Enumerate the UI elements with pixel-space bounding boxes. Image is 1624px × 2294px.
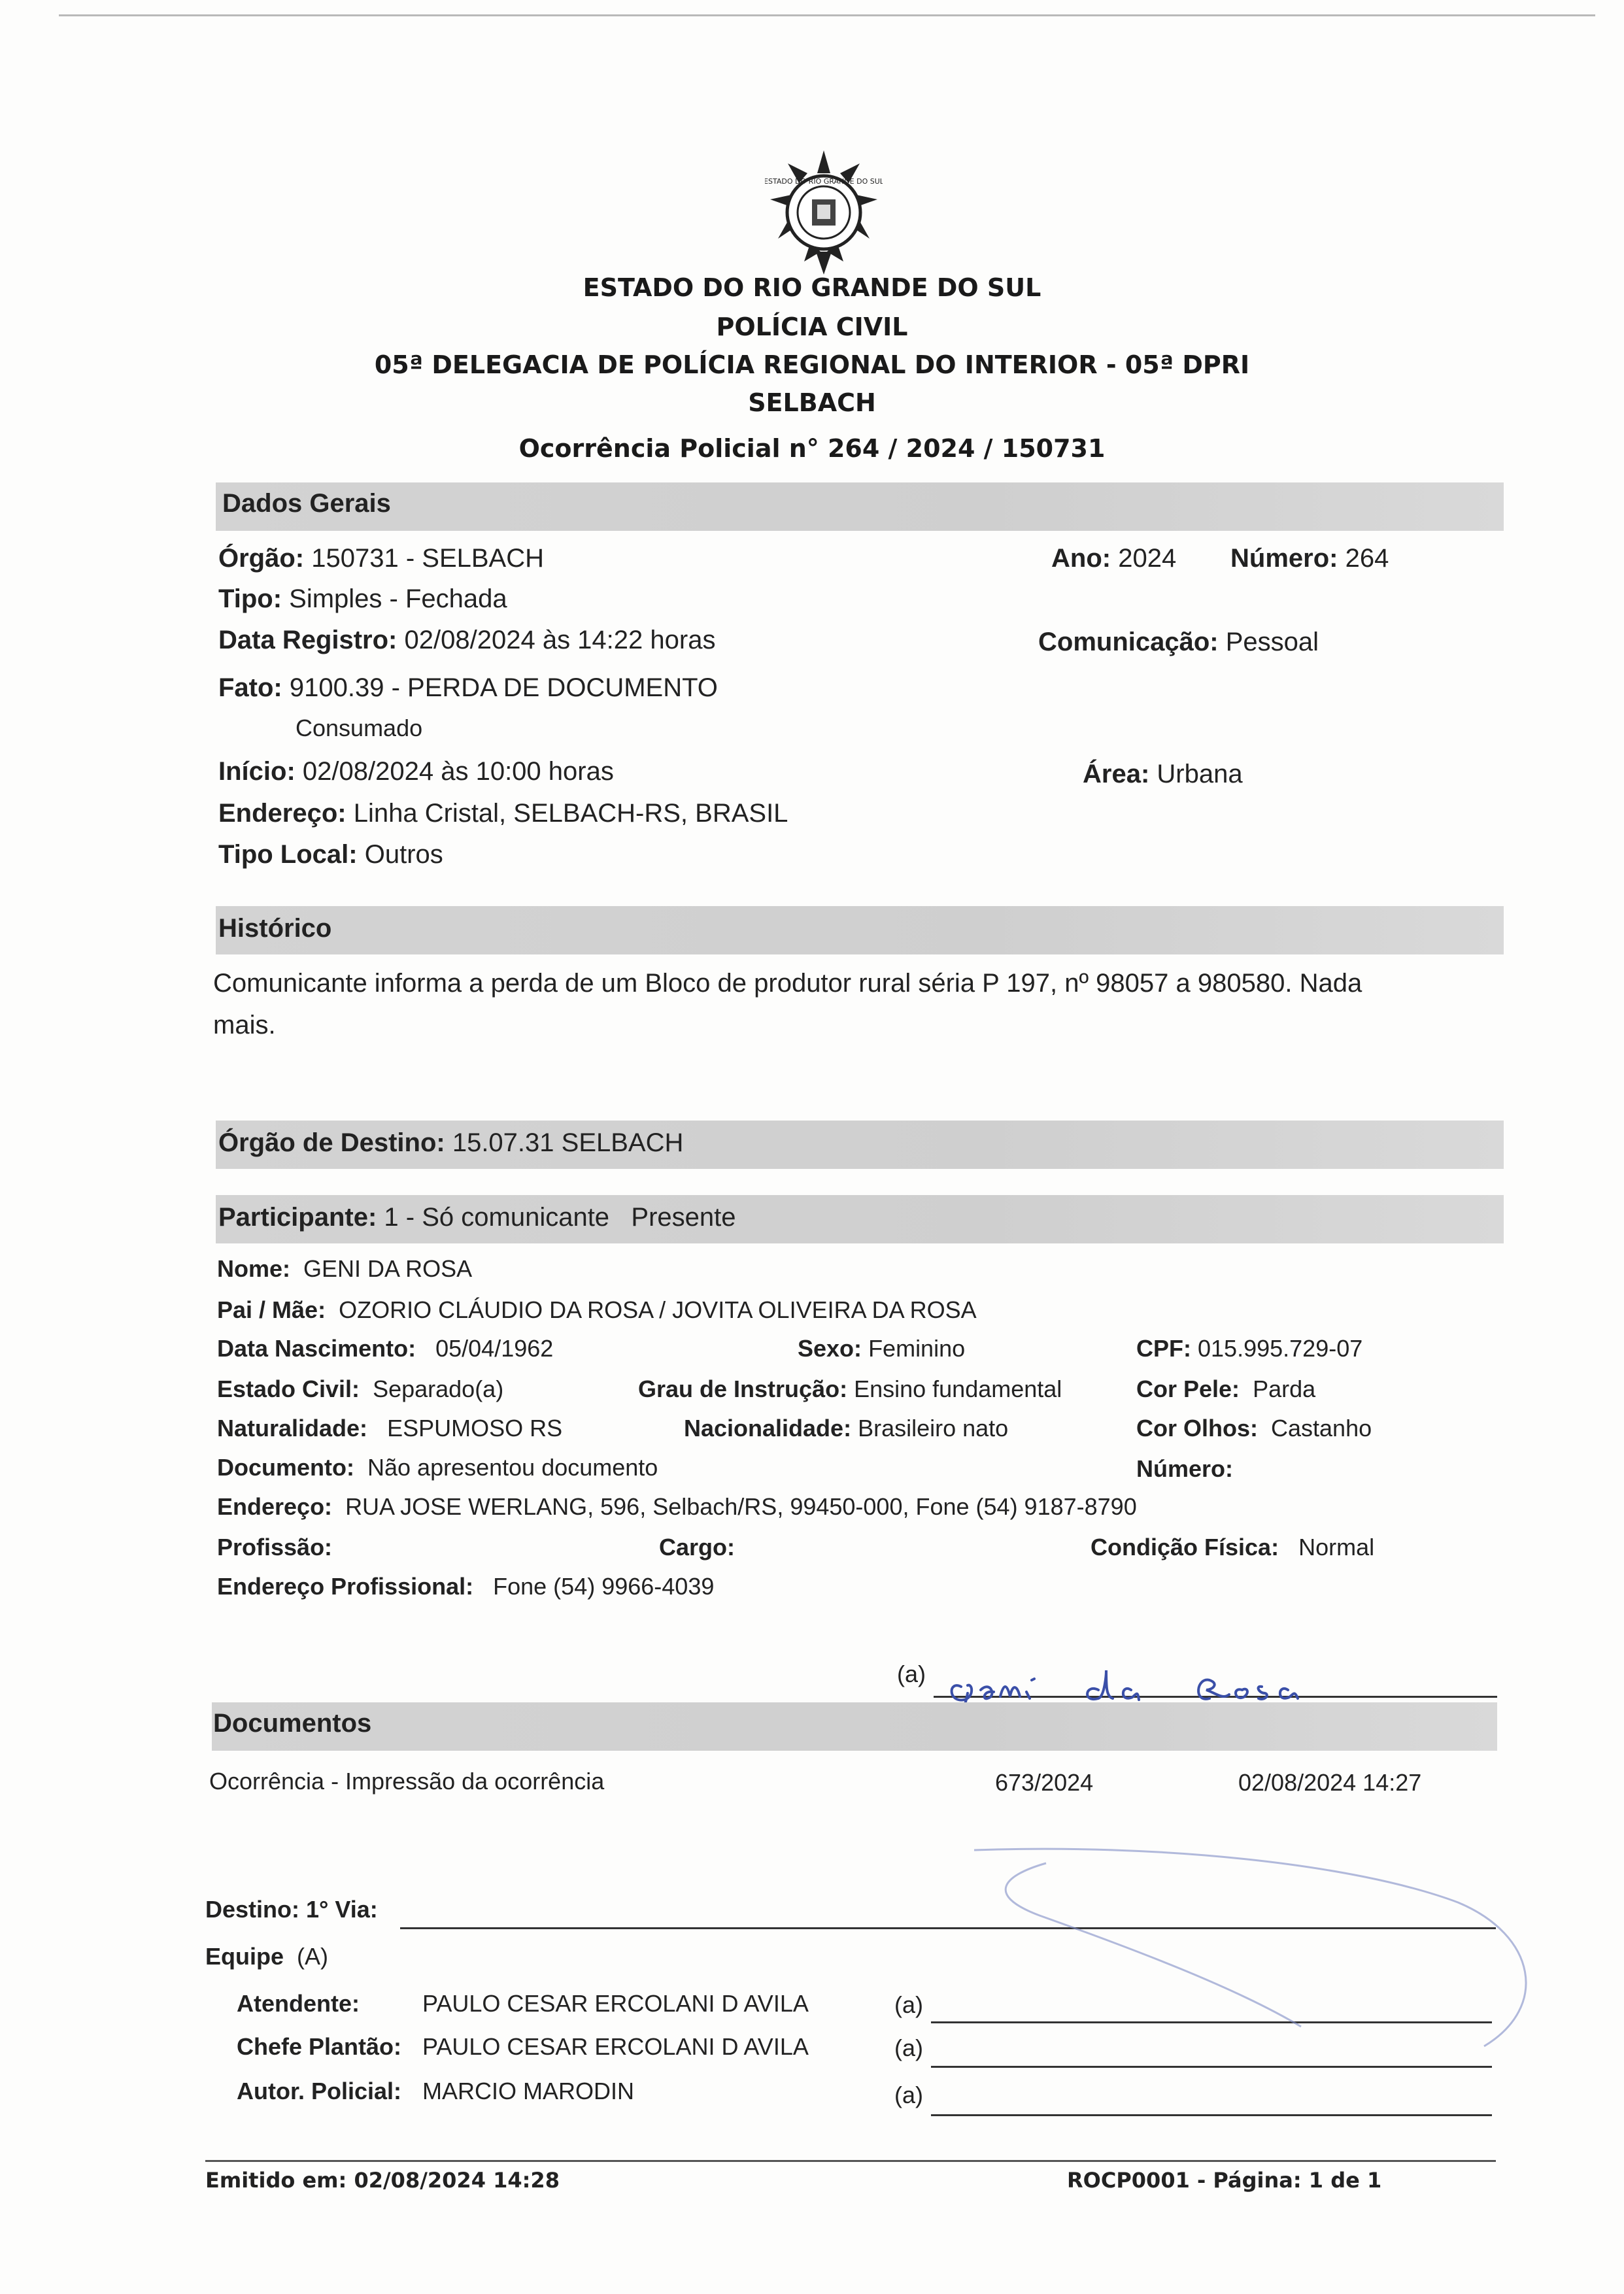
atendente-row: Atendente: [237,1990,360,2017]
participante-sexo: Sexo: Feminino [798,1335,966,1362]
participante-condicao: Condição Física: Normal [1091,1534,1375,1560]
section-title-dados-gerais: Dados Gerais [222,489,391,518]
participante-numero: Número: [1136,1455,1234,1482]
scan-edge [59,14,1595,16]
seal-text: ESTADO DO RIO GRANDE DO SUL [765,177,883,186]
participante-header: Participante: 1 - Só comunicante Presente [218,1203,736,1232]
pen-stroke [961,1844,1563,2118]
section-bar-dados-gerais [216,482,1504,531]
participante-cor-pele: Cor Pele: Parda [1136,1375,1316,1402]
endereco-row: Endereço: Linha Cristal, SELBACH-RS, BRASIL [218,799,788,828]
signature-a-label: (a) [897,1661,926,1687]
footer-emitido: Emitido em: 02/08/2024 14:28 [205,2168,560,2193]
chefe-row: Chefe Plantão: [237,2033,402,2060]
orgao-destino: Órgão de Destino: 15.07.31 SELBACH [218,1128,684,1157]
section-title-documentos: Documentos [213,1709,372,1738]
participante-profissao: Profissão: [217,1534,333,1560]
state-seal [765,147,883,278]
footer-line [205,2160,1496,2162]
participante-endereco: Endereço: RUA JOSE WERLANG, 596, Selbach/RS, 99450-000, Fone (54) 9187-8790 [217,1493,1137,1520]
comunicacao-field: Comunicação: Pessoal [1038,628,1319,656]
destino-via: Destino: 1° Via: [205,1896,378,1923]
participante-cargo: Cargo: [659,1534,735,1560]
documento-item: Ocorrência - Impressão da ocorrência [209,1768,605,1795]
participante-endereco-profissional: Endereço Profissional: Fone (54) 9966-4039 [217,1573,715,1600]
header-police: POLÍCIA CIVIL [716,312,908,341]
tipo-row: Tipo: Simples - Fechada [218,584,507,613]
participante-nacionalidade: Nacionalidade: Brasileiro nato [684,1415,1009,1442]
section-bar-historico [216,906,1504,954]
header-city: SELBACH [748,388,876,417]
historico-text-line1: Comunicante informa a perda de um Bloco de produtor rural séria P 197, nº 98057 a 980580. Nada [213,969,1362,998]
participante-pais: Pai / Mãe: OZORIO CLÁUDIO DA ROSA / JOVITA OLIVEIRA DA ROSA [217,1296,977,1323]
documento-datahora: 02/08/2024 14:27 [1238,1769,1422,1796]
participante-nome: Nome: GENI DA ROSA [217,1255,473,1282]
inicio-row: Início: 02/08/2024 às 10:00 horas [218,757,614,786]
participante-cpf: CPF: 015.995.729-07 [1136,1335,1363,1362]
ano-field: Ano: 2024 [1051,544,1177,573]
documento-numero: 673/2024 [995,1769,1094,1796]
occurrence-number: Ocorrência Policial n° 264 / 2024 / 150731 [518,434,1106,463]
autor-nome: MARCIO MARODIN [422,2078,634,2104]
historico-text-line2: mais. [213,1011,276,1039]
footer-pagina: ROCP0001 - Página: 1 de 1 [1067,2168,1382,2193]
autor-row: Autor. Policial: [237,2078,402,2104]
tipo-local-row: Tipo Local: Outros [218,840,443,869]
participante-estado-civil: Estado Civil: Separado(a) [217,1375,504,1402]
chefe-nome: PAULO CESAR ERCOLANI D AVILA [422,2033,809,2060]
equipe: Equipe (A) [205,1943,329,1970]
area-field: Área: Urbana [1083,760,1243,788]
atendente-a: (a) [894,1991,923,2018]
fato-row: Fato: 9100.39 - PERDA DE DOCUMENTO [218,673,718,702]
participante-cor-olhos: Cor Olhos: Castanho [1136,1415,1372,1442]
participante-instrucao: Grau de Instrução: Ensino fundamental [638,1375,1062,1402]
numero-field: Número: 264 [1230,544,1389,573]
orgao-row: Órgão: 150731 - SELBACH [218,544,545,573]
participante-documento: Documento: Não apresentou documento [217,1454,658,1481]
participante-naturalidade: Naturalidade: ESPUMOSO RS [217,1415,563,1442]
header-state: ESTADO DO RIO GRANDE DO SUL [583,273,1041,302]
data-registro-row: Data Registro: 02/08/2024 às 14:22 horas [218,626,716,654]
header-delegacia: 05ª DELEGACIA DE POLÍCIA REGIONAL DO INTERIOR - 05ª DPRI [374,350,1250,379]
fato-status: Consumado [296,715,423,741]
section-title-historico: Histórico [218,914,332,943]
section-bar-documentos [212,1702,1497,1751]
participante-nascimento: Data Nascimento: 05/04/1962 [217,1335,554,1362]
atendente-nome: PAULO CESAR ERCOLANI D AVILA [422,1990,809,2017]
chefe-a: (a) [894,2034,923,2061]
autor-a: (a) [894,2082,923,2108]
